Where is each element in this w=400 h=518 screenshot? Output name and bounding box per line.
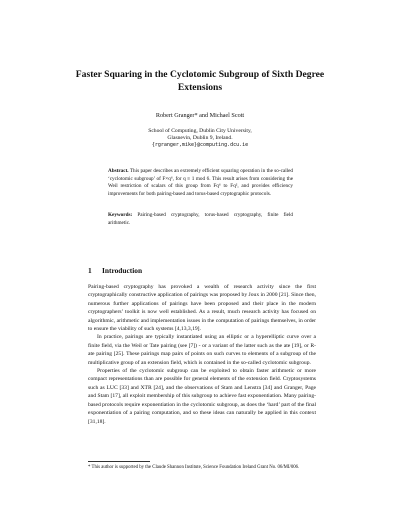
author-email: {rgranger,mike}@computing.dcu.ie — [151, 142, 249, 149]
affiliation-line: School of Computing, Dublin City University, — [148, 128, 252, 134]
affiliation-line: Glasnevin, Dublin 9, Ireland. — [167, 135, 233, 142]
keywords-text: Pairing-based cryptography, torus-based cryptography, finite field arithmetic. — [108, 212, 293, 226]
paper-title: Faster Squaring in the Cyclotomic Subgroup of Sixth Degree Extensions — [75, 69, 325, 93]
section-title: Introduction — [102, 266, 143, 275]
author-list: Robert Granger* and Michael Scott — [155, 112, 245, 119]
section-number: 1 — [88, 266, 92, 275]
paragraph: Properties of the cyclotomic subgroup can be exploited to obtain faster arithmetic or more compact representations than are possible for general elements of the extension field. Cryptosystems such as LUC [33] and XTR [24], and the observations of Stam and Lenstra [34] and Granger, Page and Stam [17], all exploit membership of this subgroup to achieve fast exponentiation. Many pairing-based protocols require exponentiation in the cyclotomic subgroup, as does the ‘hard’ part of the final exponentiation of a pairing computation, and so these ideas can naturally be applied in this context [31,18]. — [88, 368, 316, 425]
paragraph: In practice, pairings are typically instantiated using an elliptic or a hyperelliptic curve over a finite field, via the Weil or Tate pairing (see [7]) - or a variant of the latter such as the ate [19], or R-ate pairing [25]. These pairings map pairs of points on such curves to elements of a subgroup of the multiplicative group of an extension field, which is contained in the so-called cyclotomic subgroup. — [88, 334, 316, 366]
footnote-rule — [88, 461, 150, 462]
abstract — [108, 168, 293, 198]
keywords-label: Keywords: — [108, 212, 133, 218]
section-heading — [88, 266, 318, 275]
footnote: * This author is supported by the Claude Shannon Institute, Science Foundation Ireland Grant No. 06/MI/006. — [88, 465, 300, 470]
keywords — [108, 212, 293, 227]
abstract-label: Abstract. — [108, 168, 129, 174]
paragraph: Pairing-based cryptography has provoked a wealth of research activity since the first cryptographically constructive application of pairings was proposed by Joux in 2000 [21]. Since then, numerous further applications of pairings have been proposed and their place in the modern cryptographers’ toolkit is now well established. As a result, much research activity has focused on algorithmic, arithmetic and implementation issues in the computation of pairings themselves, in order to ensure the viability of such systems [4,13,3,19]. — [88, 284, 316, 333]
abstract-text: This paper describes an extremely efficient squaring operation in the so-called ‘cyclotomic subgroup’ of F×q⁶, for q ≡ 1 mod 6. This result arises from considering the Weil restriction of scalars of this group from Fq⁶ to Fq², and provides efficiency improvements for both pairing-based and torus-based cryptographic protocols. — [108, 168, 294, 197]
body-text — [88, 283, 316, 426]
affiliation-block — [60, 128, 340, 150]
